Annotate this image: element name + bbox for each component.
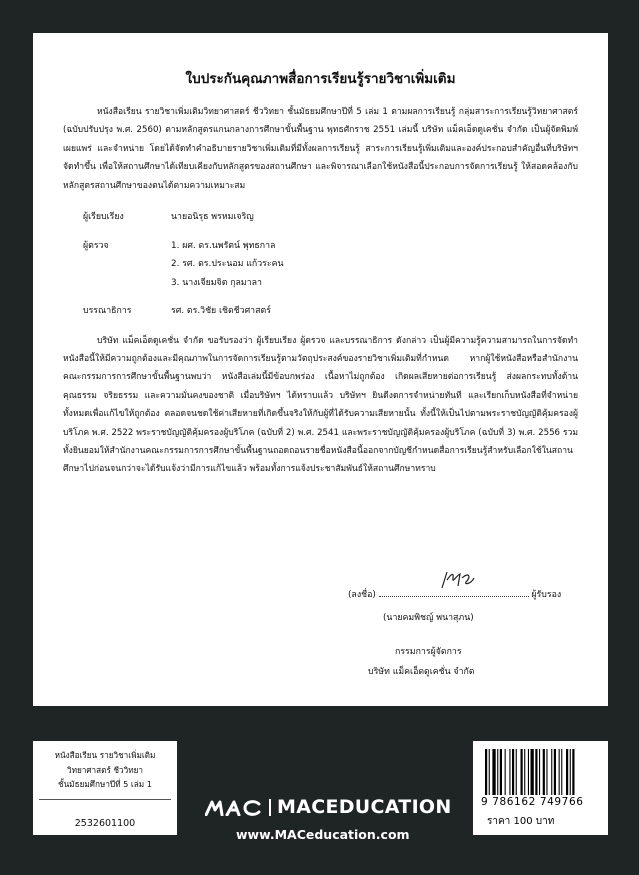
brand-separator — [269, 799, 271, 816]
reviewer-label: ผู้ตรวจ — [83, 240, 109, 251]
reviewer-name: 1. ผศ. ดร.นพรัตน์ พุทธกาล — [171, 240, 276, 251]
sign-suffix: ผู้รับรอง — [531, 590, 562, 600]
price-label: ราคา 100 บาท — [487, 816, 555, 827]
brand-wordmark: MACEDUCATION — [277, 796, 452, 818]
divider — [39, 799, 171, 800]
barcode-stripe — [509, 749, 510, 795]
editor-label: บรรณาธิการ — [83, 306, 132, 317]
reviewer-row — [63, 273, 578, 292]
book-info-line: ชั้นมัธยมศึกษาปีที่ 5 เล่ม 1 — [58, 779, 152, 789]
barcode-stripe — [497, 749, 498, 795]
barcode-stripe — [559, 749, 560, 795]
signer-title: กรรมการผู้จัดการ — [395, 647, 462, 657]
barcode-icon — [483, 749, 598, 795]
book-code: 2532601100 — [74, 818, 136, 829]
reviewer-row — [63, 236, 578, 255]
publisher-brand — [205, 796, 452, 820]
signer-company: บริษัท แม็คเอ็ดดูเคชั่น จำกัด — [368, 667, 475, 677]
barcode-stripe — [524, 749, 525, 795]
barcode-stripe — [572, 749, 574, 795]
book-info-box — [33, 741, 177, 835]
barcode-stripe — [485, 749, 487, 795]
barcode-stripe — [539, 749, 540, 795]
reviewer-name: 2. รศ. ดร.ประนอม แก้วระคน — [171, 259, 284, 270]
barcode-stripe — [528, 749, 529, 795]
barcode-stripe — [512, 749, 514, 795]
certificate-sheet — [33, 33, 608, 706]
signature-dotted-line — [379, 586, 529, 597]
certificate-title: ใบประกันคุณภาพสื่อการเรียนรู้รายวิชาเพิ่มเติม — [185, 71, 456, 87]
signer-name: (นายคมพิชญ์ พนาสุภน) — [383, 613, 474, 623]
reviewer-name: 3. นางเจียมจิต กุลมาลา — [171, 277, 263, 288]
publisher-url: www.MACeducation.com — [236, 827, 410, 842]
mac-logo-icon — [205, 800, 261, 816]
author-row — [63, 207, 578, 226]
author-name: นายอนิรุธ พรหมเจริญ — [171, 212, 254, 223]
signature-line — [348, 586, 561, 601]
reviewer-row — [63, 254, 578, 273]
barcode-stripe — [543, 749, 545, 795]
editor-row — [63, 301, 578, 320]
isbn-number: 9 786162 749766 — [481, 796, 584, 808]
barcode-stripe — [570, 749, 571, 795]
barcode-stripe — [561, 749, 562, 795]
barcode-stripe — [535, 749, 537, 795]
barcode-box — [473, 741, 608, 835]
barcode-stripe — [521, 749, 523, 795]
barcode-stripe — [566, 749, 568, 795]
book-info-line: วิทยาศาสตร์ ชีววิทยา — [66, 764, 144, 775]
author-label: ผู้เรียบเรียง — [83, 212, 124, 223]
editor-name: รศ. ดร.วิชัย เชิดชีวศาสตร์ — [171, 306, 271, 317]
barcode-stripe — [531, 749, 534, 795]
guarantee-paragraph-text: บริษัท แม็คเอ็ดดูเคชั่น จำกัด ขอรับรองว่า ผู้เรียบเรียง ผู้ตรวจ และบรรณาธิการ ดังกล่าว เป็นผู้มีความรู้ความสามารถในการจัดทำหนังสือนี้ให้มีความถูกต้องและมีคุณภาพในการจัดการเรียนรู้ตามวัตถุประสงค์ของรายวิชาเพิ่มเติมที่กำหนด หากผู้ใช้หนังสือหรือสำนักงานคณะกรรมการการศึกษาขั้นพื้นฐานพบว่า หนังสือเล่มนี้มีข้อบกพร่อง เนื้อหาไม่ถูกต้อง เกิดผลเสียหายต่อการเรียนรู้ ส่งผลกระทบทั้งด้านคุณธรรม จริยธรรม และความมั่นคงของชาติ เมื่อบริษัทฯ ได้ทราบแล้ว บริษัทฯ ยินดีงดการจำหน่ายทันที และเรียกเก็บหนังสือที่จำหน่ายทั้งหมดเพื่อแก้ไขให้ถูกต้อง ตลอดจนชดใช้ค่าเสียหายที่เกิดขึ้นจริงให้กับผู้ที่ได้รับความเสียหายนั้น ทั้งนี้ให้เป็นไปตามพระราชบัญญัติคุ้มครองผู้บริโภค พ.ศ. 2522 พระราชบัญญัติคุ้มครองผู้บริโภค (ฉบับที่ 2) พ.ศ. 2541 และพระราชบัญญัติคุ้มครองผู้บริโภค (ฉบับที่ 3) พ.ศ. 2556 รวมทั้งยินยอมให้สำนักงานคณะกรรมการการศึกษาขั้นพื้นฐานถอดถอนรายชื่อหนังสือนี้ออกจากบัญชีกำหนดสื่อการเรียนรู้สำหรับเลือกใช้ในสถานศึกษาไปก่อนจนกว่าจะได้รับแจ้งว่ามีการแก้ไขแล้ว พร้อมทั้งการแจ้งประชาสัมพันธ์ให้สถานศึกษาทราบ — [63, 335, 578, 475]
barcode-stripe — [516, 749, 517, 795]
barcode-stripe — [546, 749, 547, 795]
intro-paragraph-text: หนังสือเรียน รายวิชาเพิ่มเติมวิทยาศาสตร์ ชีววิทยา ชั้นมัธยมศึกษาปีที่ 5 เล่ม 1 ตามผลการเรียนรู้ กลุ่มสาระการเรียนรู้วิทยาศาสตร์ (ฉบับปรับปรุง พ.ศ. 2560) ตามหลักสูตรแกนกลางการศึกษาขั้นพื้นฐาน พุทธศักราช 2551 เล่มนี้ บริษัท แม็คเอ็ดดูเคชั่น จำกัด เป็นผู้จัดพิมพ์เผยแพร่ และจำหน่าย โดยได้จัดทำคำอธิบายรายวิชาเพิ่มเติมที่มีทั้งผลการเรียนรู้ สาระการเรียนรู้เพิ่มเติมและองค์ประกอบสำคัญอื่นที่บริษัทฯ จัดทำขึ้น เพื่อให้สถานศึกษาได้เทียบเคียงกับหลักสูตรของสถานศึกษา และพิจารณาเลือกใช้หนังสือนี้ประกอบการจัดการเรียนรู้ ให้สอดคล้องกับหลักสูตรสถานศึกษาของตนได้ตามความเหมาะสม — [63, 107, 578, 191]
barcode-stripe — [489, 749, 490, 795]
barcode-stripe — [551, 749, 552, 795]
sign-prefix: (ลงชื่อ) — [348, 590, 376, 600]
book-info-line: หนังสือเรียน รายวิชาเพิ่มเติม — [54, 750, 156, 760]
barcode-stripe — [554, 749, 556, 795]
barcode-stripe — [492, 749, 495, 795]
guarantee-paragraph — [63, 332, 578, 479]
barcode-stripe — [500, 749, 502, 795]
intro-paragraph — [63, 103, 578, 195]
barcode-stripe — [505, 749, 506, 795]
staff-list — [63, 207, 578, 320]
signature-block — [63, 578, 578, 708]
